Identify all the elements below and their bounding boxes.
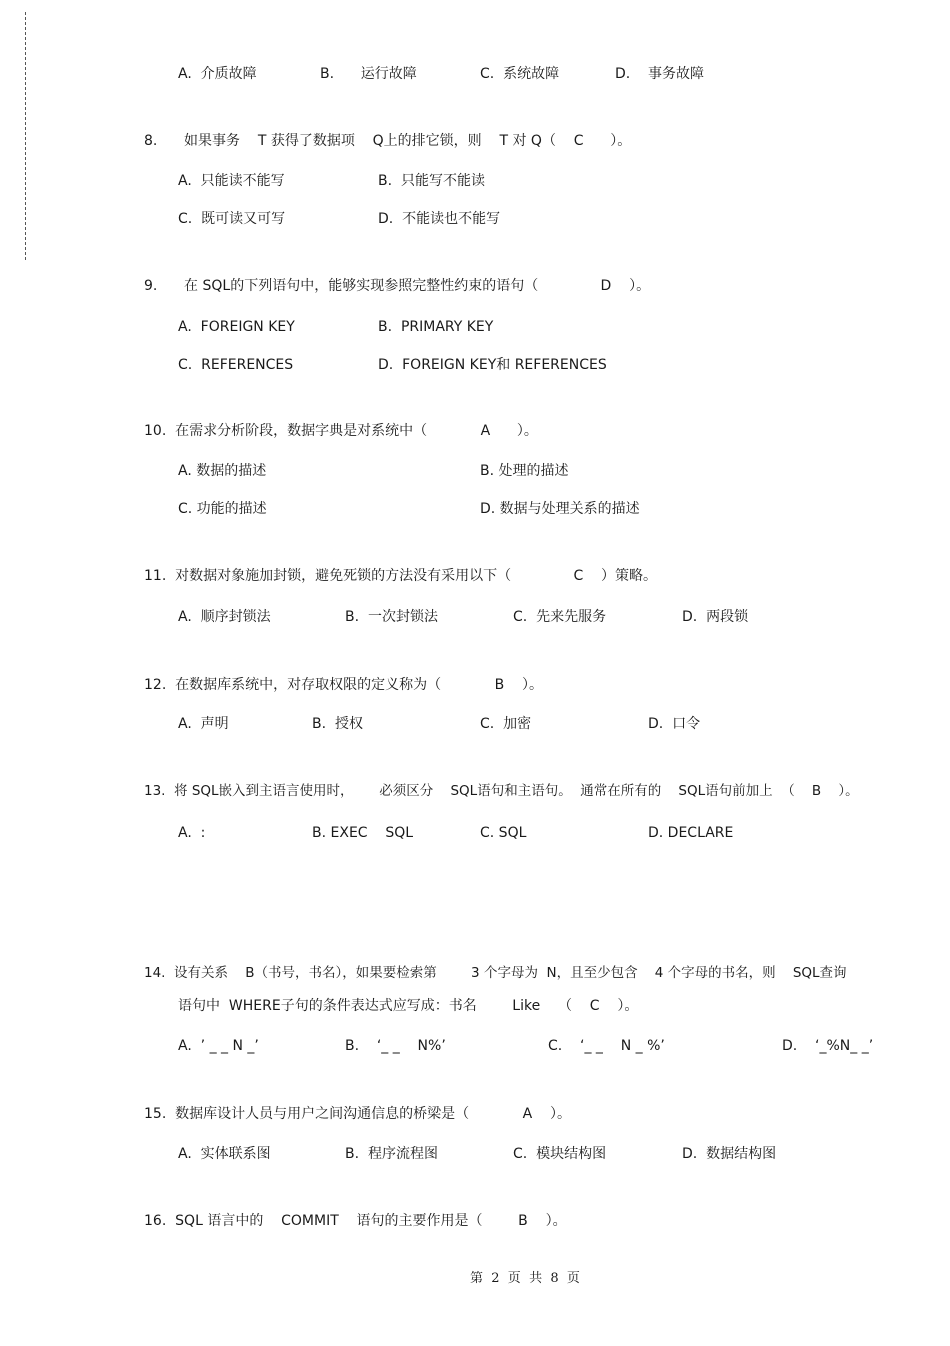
q12-option-c[interactable]: C. 加密 — [480, 716, 532, 732]
q12-stem: 12. 在数据库系统中，对存取权限的定义称为（ B ）。 — [144, 677, 543, 693]
q10-option-d[interactable]: D. 数据与处理关系的描述 — [480, 501, 640, 517]
q15-stem: 15. 数据库设计人员与用户之间沟通信息的桥梁是（ A ）。 — [144, 1106, 571, 1122]
q9-option-d[interactable]: D. FOREIGN KEY和 REFERENCES — [378, 357, 607, 373]
q14-option-c[interactable]: C. ‘_ _ N _ %’ — [548, 1038, 665, 1054]
q8-stem: 8. 如果事务 T 获得了数据项 Q上的排它锁，则 T 对 Q（ C ）。 — [144, 133, 632, 149]
q15-option-b[interactable]: B. 程序流程图 — [345, 1146, 438, 1162]
q9-stem: 9. 在 SQL的下列语句中，能够实现参照完整性约束的语句（ D ）。 — [144, 278, 651, 294]
q7-option-a[interactable]: A. 介质故障 — [178, 66, 257, 82]
q12-option-a[interactable]: A. 声明 — [178, 716, 229, 732]
q11-option-b[interactable]: B. 一次封锁法 — [345, 609, 438, 625]
q8-option-b[interactable]: B. 只能写不能读 — [378, 173, 485, 189]
q8-option-a[interactable]: A. 只能读不能写 — [178, 173, 285, 189]
q11-stem: 11. 对数据对象施加封锁，避免死锁的方法没有采用以下（ C ）策略。 — [144, 568, 658, 584]
q7-option-b[interactable]: B. 运行故障 — [320, 66, 417, 82]
q12-option-d[interactable]: D. 口令 — [648, 716, 701, 732]
q12-option-b[interactable]: B. 授权 — [312, 716, 363, 732]
q7-option-d[interactable]: D. 事务故障 — [615, 66, 705, 82]
q15-option-a[interactable]: A. 实体联系图 — [178, 1146, 271, 1162]
q13-option-c[interactable]: C. SQL — [480, 825, 527, 841]
q9-option-b[interactable]: B. PRIMARY KEY — [378, 319, 494, 335]
q8-option-d[interactable]: D. 不能读也不能写 — [378, 211, 501, 227]
q11-option-c[interactable]: C. 先来先服务 — [513, 609, 607, 625]
q15-option-c[interactable]: C. 模块结构图 — [513, 1146, 607, 1162]
q16-stem: 16. SQL 语言中的 COMMIT 语句的主要作用是（ B ）。 — [144, 1213, 567, 1229]
q10-option-b[interactable]: B. 处理的描述 — [480, 463, 569, 479]
q14-stem-line-1: 14. 设有关系 B（书号，书名），如果要检索第 3 个字母为 N，且至少包含 4 个字母的书名，则 SQL查询 — [144, 965, 847, 981]
page-footer: 第 2 页 共 8 页 — [470, 1271, 580, 1286]
q11-option-d[interactable]: D. 两段锁 — [682, 609, 749, 625]
q13-option-d[interactable]: D. DECLARE — [648, 825, 734, 841]
q10-option-a[interactable]: A. 数据的描述 — [178, 463, 267, 479]
q14-stem-line-2: 语句中 WHERE子句的条件表达式应写成：书名 Like （ C ）。 — [178, 998, 639, 1014]
q15-option-d[interactable]: D. 数据结构图 — [682, 1146, 777, 1162]
q10-option-c[interactable]: C. 功能的描述 — [178, 501, 267, 517]
q7-option-c[interactable]: C. 系统故障 — [480, 66, 560, 82]
q13-stem: 13. 将 SQL嵌入到主语言使用时， 必须区分 SQL语句和主语句。 通常在所有的 SQL语句前加上 （ B ）。 — [144, 783, 859, 799]
q14-option-d[interactable]: D. ‘_%N_ _’ — [782, 1038, 874, 1054]
q9-option-a[interactable]: A. FOREIGN KEY — [178, 319, 295, 335]
q9-option-c[interactable]: C. REFERENCES — [178, 357, 294, 373]
q10-stem: 10. 在需求分析阶段，数据字典是对系统中（ A ）。 — [144, 423, 538, 439]
q14-option-a[interactable]: A. ’ _ _ N _’ — [178, 1038, 259, 1054]
binding-margin-line — [25, 12, 26, 260]
q13-option-b[interactable]: B. EXEC SQL — [312, 825, 414, 841]
q13-option-a[interactable]: A. : — [178, 825, 206, 841]
q14-option-b[interactable]: B. ‘_ _ N%’ — [345, 1038, 446, 1054]
q11-option-a[interactable]: A. 顺序封锁法 — [178, 609, 271, 625]
q8-option-c[interactable]: C. 既可读又可写 — [178, 211, 286, 227]
